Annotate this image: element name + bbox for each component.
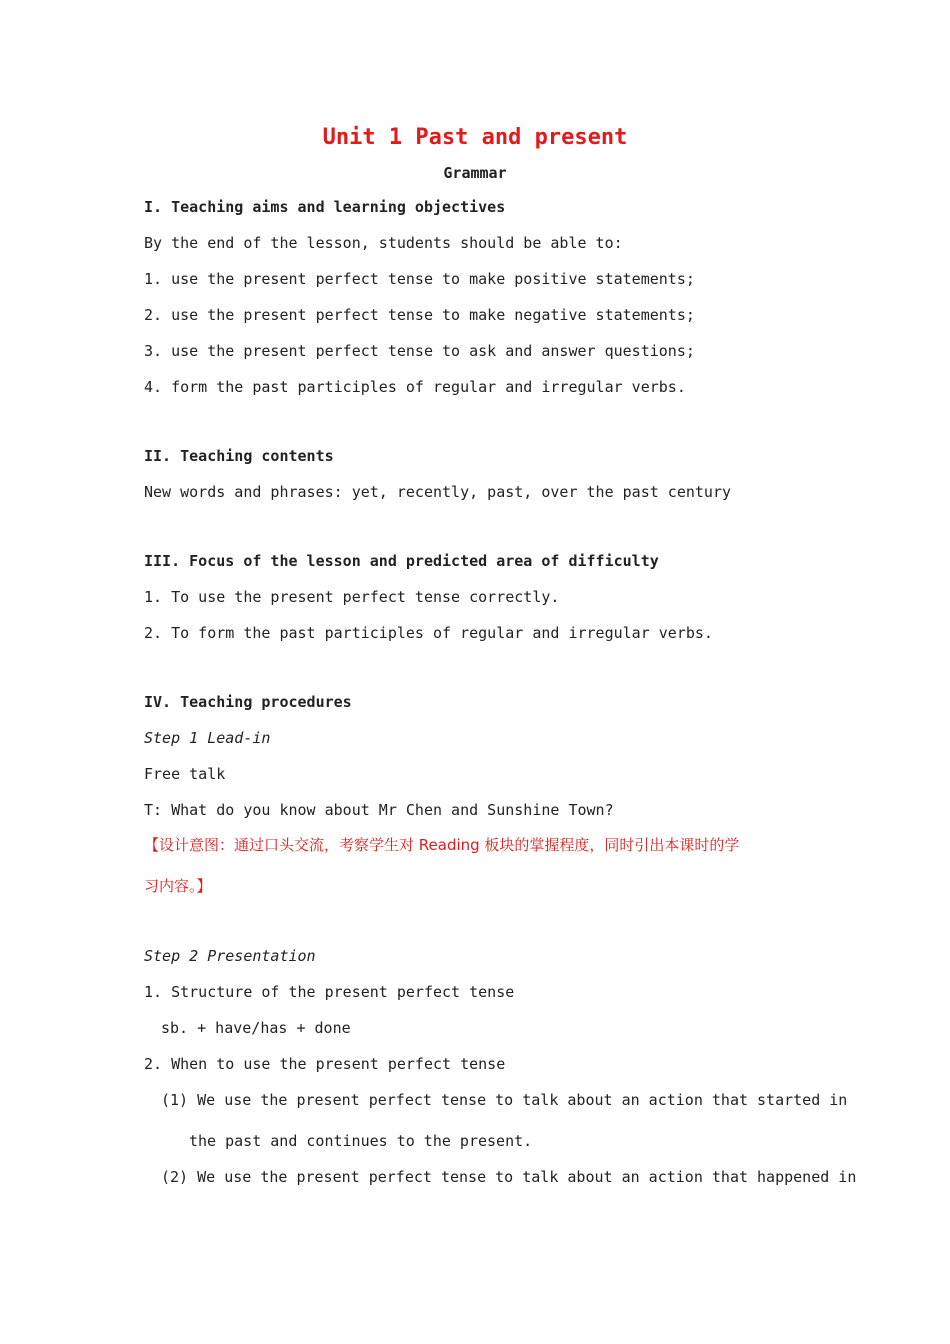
list-item: 2. use the present perfect tense to make negative statements;	[144, 306, 695, 324]
section-heading: IV. Teaching procedures	[144, 693, 352, 711]
list-item: 4. form the past participles of regular and irregular verbs.	[144, 378, 686, 396]
section-text: New words and phrases: yet, recently, past, over the past century	[144, 483, 731, 501]
sub-item-continuation: the past and continues to the present.	[189, 1132, 533, 1150]
list-item: 2. When to use the present perfect tense	[144, 1055, 506, 1073]
document-title: Unit 1 Past and present	[322, 125, 628, 150]
step-text: T: What do you know about Mr Chen and Sunshine Town?	[144, 801, 614, 819]
list-item: 1. use the present perfect tense to make positive statements;	[144, 270, 695, 288]
section-heading: III. Focus of the lesson and predicted area of difficulty	[144, 552, 659, 570]
list-item: 3. use the present perfect tense to ask and answer questions;	[144, 342, 695, 360]
sub-item: (1) We use the present perfect tense to talk about an action that started in	[161, 1091, 848, 1109]
list-item: 1. Structure of the present perfect tense	[144, 983, 515, 1001]
step-label: Step 1 Lead-in	[144, 729, 271, 747]
section-intro: By the end of the lesson, students should be able to:	[144, 234, 623, 252]
formula: sb. + have/has + done	[161, 1019, 351, 1037]
list-item: 2. To form the past participles of regular and irregular verbs.	[144, 624, 713, 642]
step-text: Free talk	[144, 765, 226, 783]
section-heading: II. Teaching contents	[144, 447, 334, 465]
section-heading: I. Teaching aims and learning objectives	[144, 198, 506, 216]
list-item: 1. To use the present perfect tense correctly.	[144, 588, 560, 606]
step-label: Step 2 Presentation	[144, 947, 316, 965]
document-subtitle: Grammar	[443, 164, 507, 182]
design-note: 【设计意图：通过口头交流，考察学生对 Reading 板块的掌握程度，同时引出本课时的学	[144, 836, 740, 854]
design-note: 习内容。】	[144, 877, 212, 895]
sub-item: (2) We use the present perfect tense to talk about an action that happened in	[161, 1168, 857, 1186]
